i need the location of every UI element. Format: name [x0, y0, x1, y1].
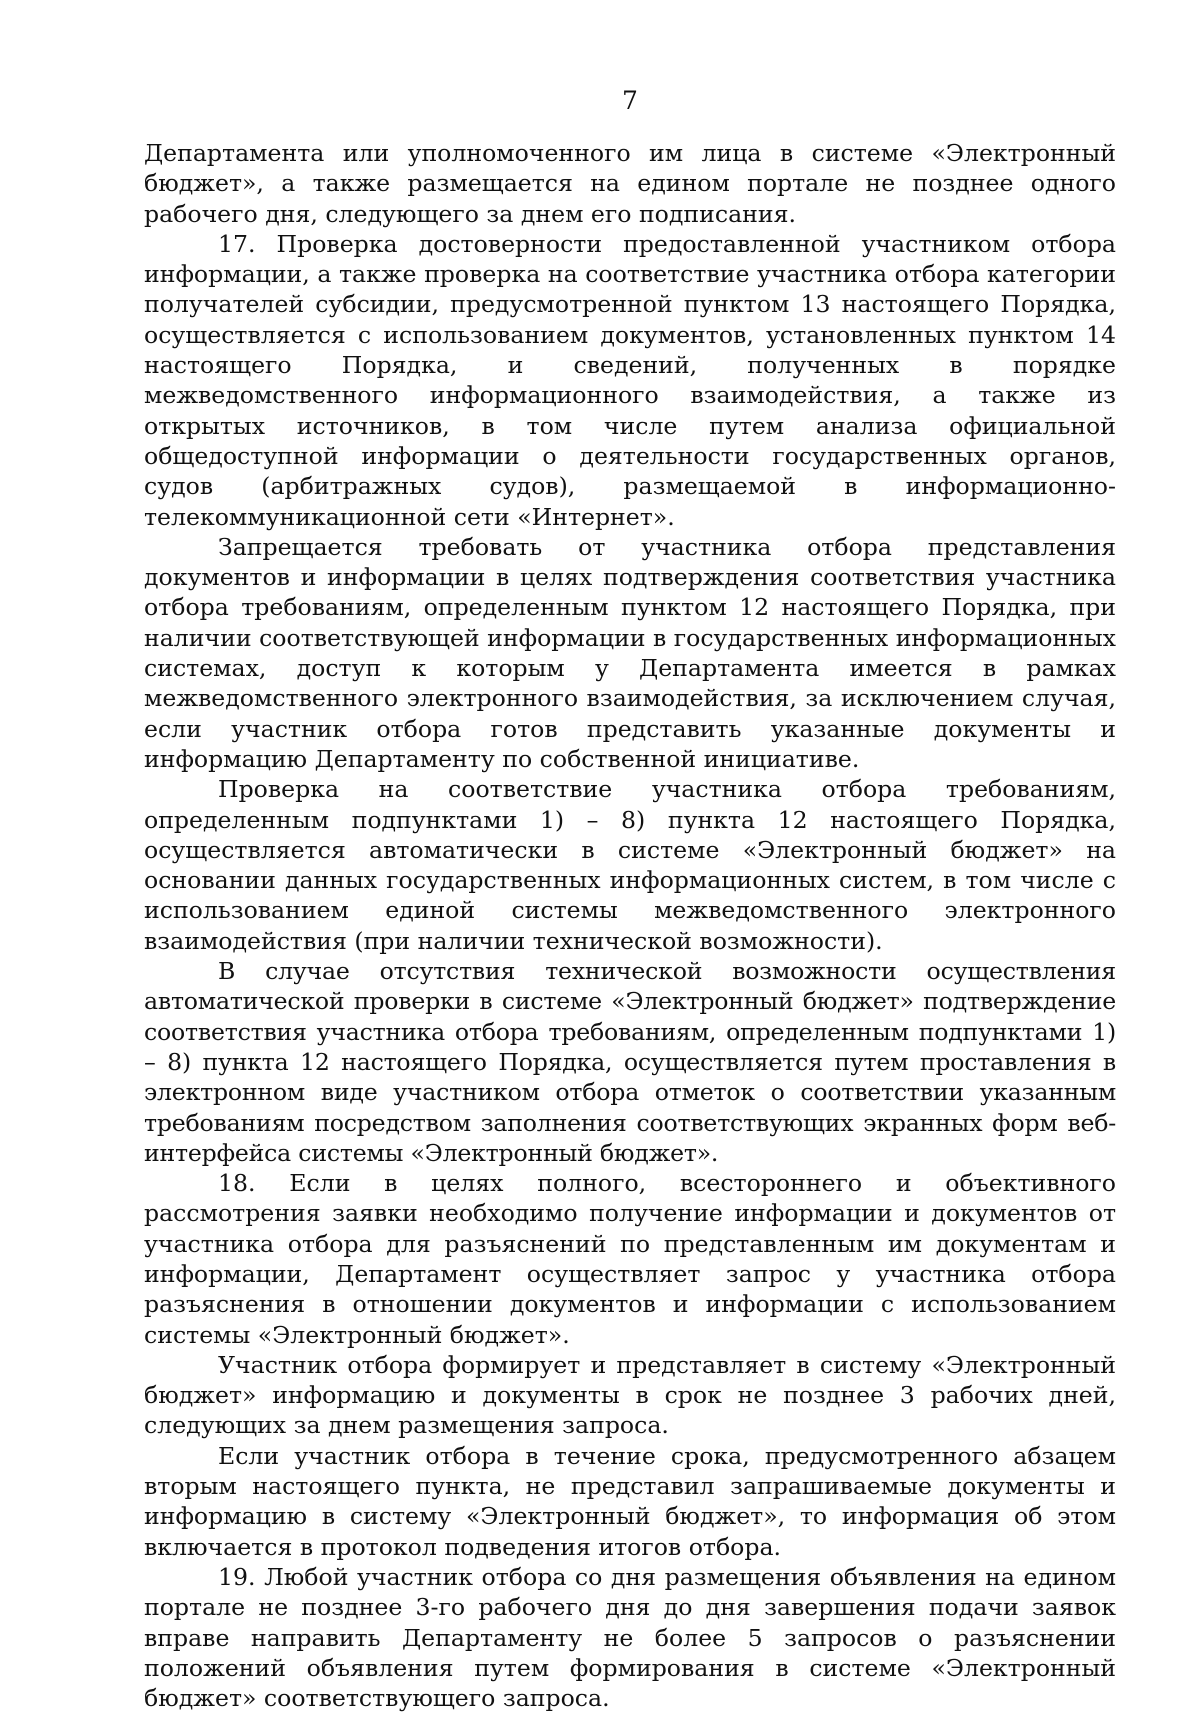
page-number: 7	[622, 86, 638, 115]
paragraph-item-17: 17. Проверка достоверности предоставленной участником отбора информации, а также проверка на соответствие участника отбора категории получателей субсидии, предусмотренной пунктом 13 настоящего Порядка, осуществляется с использованием документов, установленных пунктом 14 настоящего Порядка, и сведений, полученных в порядке межведомственного информационного взаимодействия, а также из открытых источников, в том числе путем анализа официальной общедоступной информации о деятельности государственных органов, судов (арбитражных судов), размещаемой в информационно-телекоммуникационной сети «Интернет».	[144, 229, 1116, 531]
paragraph-manual-check: В случае отсутствия технической возможности осуществления автоматической проверки в системе «Электронный бюджет» подтверждение соответствия участника отбора требованиям, определенным подпунктами 1) – 8) пункта 12 настоящего Порядка, осуществляется путем проставления в электронном виде участником отбора отметок о соответствии указанным требованиям посредством заполнения соответствующих экранных форм веб-интерфейса системы «Электронный бюджет».	[144, 957, 1116, 1167]
paragraph-item-18: 18. Если в целях полного, всестороннего и объективного рассмотрения заявки необходимо получение информации и документов от участника отбора для разъяснений по представленным им документам и информации, Департамент осуществляет запрос у участника отбора разъяснения в отношении документов и информации с использованием системы «Электронный бюджет».	[144, 1169, 1116, 1349]
paragraph-participant-response: Участник отбора формирует и представляет в систему «Электронный бюджет» информацию и документы в срок не позднее 3 рабочих дней, следующих за днем размещения запроса.	[144, 1350, 1116, 1440]
document-body	[144, 138, 1116, 1713]
paragraph-continuation: Департамента или уполномоченного им лица в системе «Электронный бюджет», а также размещается на едином портале не позднее одного рабочего дня, следующего за днем его подписания.	[144, 139, 1116, 228]
paragraph-prohibition: Запрещается требовать от участника отбора представления документов и информации в целях подтверждения соответствия участника отбора требованиям, определенным пунктом 12 настоящего Порядка, при наличии соответствующей информации в государственных информационных системах, доступ к которым у Департамента имеется в рамках межведомственного электронного взаимодействия, за исключением случая, если участник отбора готов представить указанные документы и информацию Департаменту по собственной инициативе.	[144, 532, 1116, 773]
paragraph-item-19: 19. Любой участник отбора со дня размещения объявления на едином портале не позднее 3-го рабочего дня до дня завершения подачи заявок вправе направить Департаменту не более 5 запросов о разъяснении положений объявления путем формирования в системе «Электронный бюджет» соответствующего запроса.	[144, 1562, 1116, 1713]
paragraph-non-submission: Если участник отбора в течение срока, предусмотренного абзацем вторым настоящего пункта, не представил запрашиваемые документы и информацию в систему «Электронный бюджет», то информация об этом включается в протокол подведения итогов отбора.	[144, 1441, 1116, 1561]
paragraph-automatic-check: Проверка на соответствие участника отбора требованиям, определенным подпунктами 1) – 8) пункта 12 настоящего Порядка, осуществляется автоматически в системе «Электронный бюджет» на основании данных государственных информационных систем, в том числе с использованием единой системы межведомственного электронного взаимодействия (при наличии технической возможности).	[144, 775, 1116, 955]
